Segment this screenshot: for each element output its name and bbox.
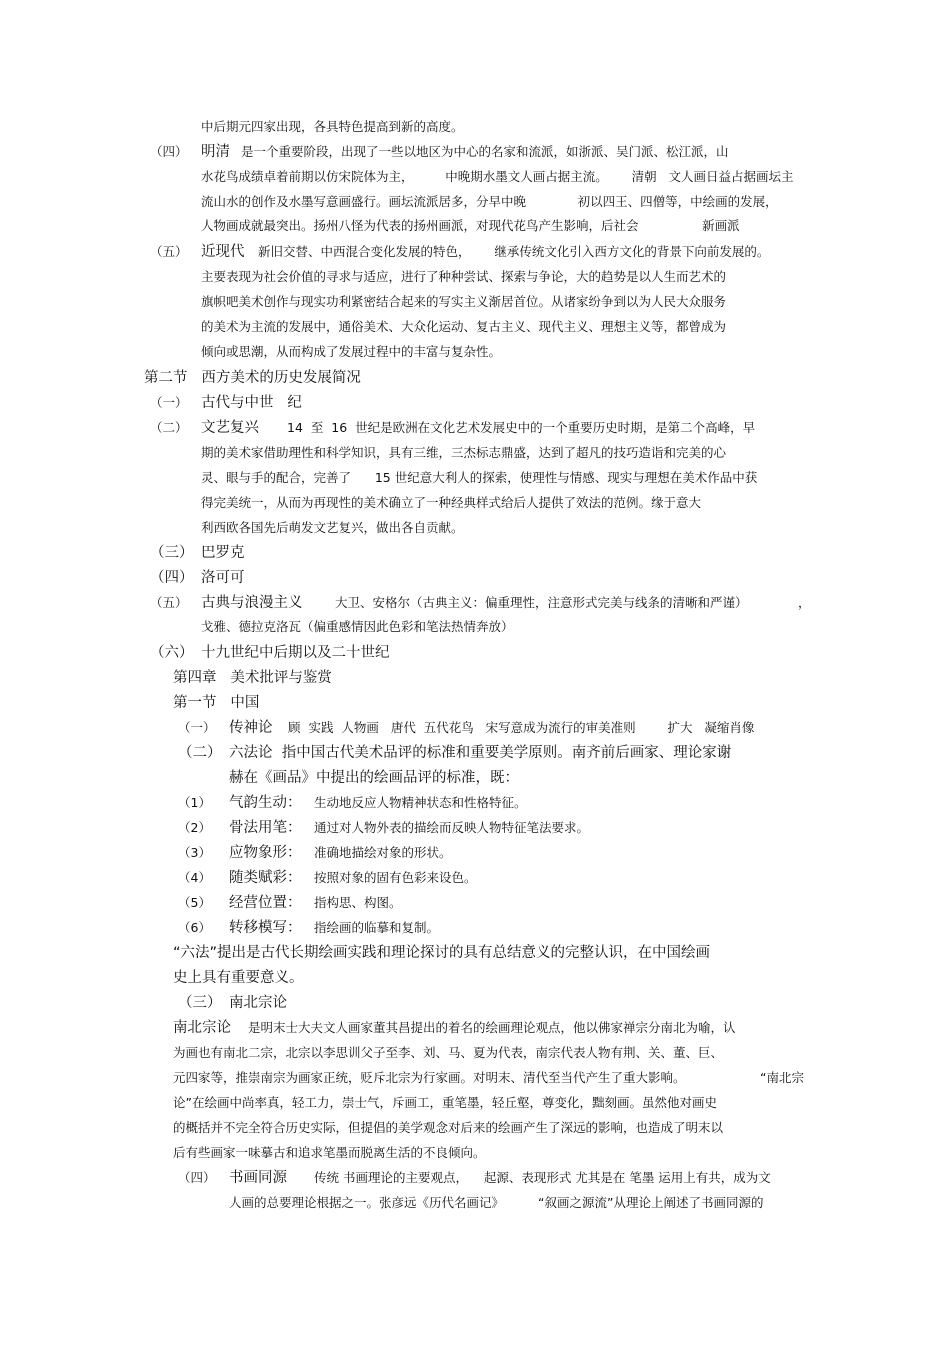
list-marker: （3） bbox=[178, 845, 211, 860]
text-line: 为画也有南北二宗，北宗以李思训父子至李、刘、马、夏为代表，南宗代表人物有荆、关、董、巨、 bbox=[173, 1045, 724, 1060]
list-marker: （4） bbox=[178, 870, 211, 885]
text-line: 利西欧各国先后萌发文艺复兴，做出各自贡献。 bbox=[201, 520, 464, 535]
text-line: 流山水的创作及水墨写意画盛行。画坛流派居多，分早中晚 初以四王、四僧等，中绘画的发展， bbox=[201, 194, 778, 209]
chapter-heading: 第四章 美术批评与鉴赏 bbox=[173, 670, 332, 686]
text-line: 旗帜吧美术创作与现实功利紧密结合起来的写实主义渐居首位。从诸家纷争到以为人民大众服务 bbox=[201, 294, 727, 309]
principle-name: 转移模写： bbox=[229, 920, 302, 936]
text-line: 大卫、安格尔（古典主义：偏重理性，注意形式完美与线条的清晰和严谨） bbox=[335, 595, 748, 610]
text-line: 戈雅、德拉克洛瓦（偏重感情因此色彩和笔法热情奔放） bbox=[201, 619, 514, 634]
list-marker: （四） bbox=[150, 570, 194, 586]
list-marker: （六） bbox=[150, 645, 194, 661]
text-line: 水花鸟成绩卓着前期以仿宋院体为主， 中晚期水墨文人画占据主流。 清朝 文人画日益占据画坛主 bbox=[201, 169, 794, 184]
item-heading: 书画同源 bbox=[229, 1170, 287, 1186]
principle-desc: 按照对象的固有色彩来设色。 bbox=[314, 870, 477, 885]
text-line: 后有些画家一味摹古和追求笔墨而脱离生活的不良倾向。 bbox=[173, 1145, 486, 1160]
text-line: 人物画成就最突出。扬州八怪为代表的扬州画派，对现代花鸟产生影响，后社会 新画派 bbox=[201, 218, 740, 233]
list-marker: （五） bbox=[150, 244, 188, 259]
text-line: “南北宗 bbox=[760, 1070, 804, 1085]
text-line: 主要表现为社会价值的寻求与适应，进行了种种尝试、探索与争论，大的趋势是以人生而艺术的 bbox=[201, 269, 727, 284]
period-heading: 近现代 bbox=[201, 244, 245, 260]
text-line: 传统 书画理论的主要观点， 起源、表现形式 尤其是在 笔墨 运用上有共，成为文 bbox=[314, 1170, 771, 1185]
period-heading: 明清 bbox=[201, 144, 230, 160]
list-marker: （1） bbox=[178, 795, 211, 810]
item-heading: 巴罗克 bbox=[201, 545, 245, 561]
list-marker: （二） bbox=[150, 420, 188, 435]
text-line: 的概括并不完全符合历史实际，但提倡的美学观念对后来的绘画产生了深远的影响，也造成了明末以 bbox=[173, 1120, 724, 1135]
list-marker: （四） bbox=[150, 144, 188, 159]
text-line: 赫在《画品》中提出的绘画品评的标准，既： bbox=[229, 770, 519, 786]
list-marker: （一） bbox=[178, 720, 216, 735]
text-line: 史上具有重要意义。 bbox=[173, 970, 304, 986]
list-marker: （二） bbox=[178, 745, 222, 761]
item-heading: 古代与中世 纪 bbox=[201, 395, 302, 411]
list-marker: （五） bbox=[150, 595, 188, 610]
principle-desc: 指绘画的临摹和复制。 bbox=[314, 920, 440, 935]
text-line: 的美术为主流的发展中，通俗美术、大众化运动、复古主义、现代主义、理想主义等，都曾成为 bbox=[201, 319, 727, 334]
list-marker: （2） bbox=[178, 820, 211, 835]
list-marker: （三） bbox=[150, 545, 194, 561]
item-heading: 南北宗论 bbox=[229, 995, 287, 1011]
text-line: 是明末士大夫文人画家董其昌提出的着名的绘画理论观点，他以佛家禅宗分南北为喻，认 bbox=[248, 1020, 736, 1035]
principle-name: 气韵生动： bbox=[229, 795, 302, 811]
principle-name: 应物象形： bbox=[229, 845, 302, 861]
text-line: “叙画之源流”从理论上阐述了书画同源的 bbox=[538, 1195, 764, 1210]
item-heading: 古典与浪漫主义 bbox=[201, 595, 303, 611]
text-line: 新旧交替、中西混合变化发展的特色， 继承传统文化引入西方文化的背景下向前发展的。 bbox=[258, 244, 770, 259]
principle-name: 经营位置： bbox=[229, 895, 302, 911]
principle-name: 骨法用笔： bbox=[229, 820, 302, 836]
text-line: 灵、眼与手的配合，完善了 15 世纪意大利人的探索，使理性与情感、现实与理想在美术作品中获 bbox=[201, 470, 758, 485]
text-line: 中后期元四家出现，各具特色提高到新的高度。 bbox=[201, 119, 464, 134]
section-heading: 第一节 中国 bbox=[173, 695, 260, 711]
text-line: ， bbox=[798, 595, 811, 610]
text-line: 期的美术家借助理性和科学知识，具有三维，三杰标志鼎盛，达到了超凡的技巧造诣和完美的心 bbox=[201, 445, 727, 460]
text-line: 得完美统一，从而为再现性的美术确立了一种经典样式给后人提供了效法的范例。缘于意大 bbox=[201, 495, 702, 510]
list-marker: （一） bbox=[150, 395, 188, 410]
text-line: 论”在绘画中尚率真，轻工力，崇士气，斥画工，重笔墨，轻丘壑，尊变化，黜刻画。虽然他对画史 bbox=[173, 1095, 717, 1110]
list-marker: （三） bbox=[178, 995, 222, 1011]
text-line: 14 至 16 世纪是欧洲在文化艺术发展史中的一个重要历史时期，是第二个高峰，早 bbox=[287, 420, 756, 435]
list-marker: （6） bbox=[178, 920, 211, 935]
list-marker: （四） bbox=[178, 1170, 216, 1185]
list-marker: （5） bbox=[178, 895, 211, 910]
principle-desc: 通过对人物外表的描绘而反映人物特征笔法要求。 bbox=[314, 820, 590, 835]
text-line: 人画的总要理论根据之一。张彦远《历代名画记》 bbox=[229, 1195, 505, 1210]
text-line: 元四家等，推崇南宗为画家正统，贬斥北宗为行家画。对明末、清代至当代产生了重大影响。 bbox=[173, 1070, 686, 1085]
principle-desc: 准确地描绘对象的形状。 bbox=[314, 845, 452, 860]
text-line: 六法论 指中国古代美术品评的标准和重要美学原则。南齐前后画家、理论家谢 bbox=[229, 745, 732, 761]
text-line: 倾向或思潮，从而构成了发展过程中的丰富与复杂性。 bbox=[201, 344, 502, 359]
item-heading: 洛可可 bbox=[201, 570, 245, 586]
item-heading: 十九世纪中后期以及二十世纪 bbox=[201, 645, 390, 661]
text-line: 是一个重要阶段，出现了一些以地区为中心的名家和流派，如浙派、吴门派、松江派，山 bbox=[241, 144, 729, 159]
item-heading: 传神论 bbox=[229, 720, 273, 736]
term-heading: 南北宗论 bbox=[173, 1020, 231, 1036]
principle-name: 随类赋彩： bbox=[229, 870, 302, 886]
item-heading: 文艺复兴 bbox=[201, 420, 259, 436]
principle-desc: 指构思、构图。 bbox=[314, 895, 402, 910]
text-line: 顾 实践 人物画 唐代 五代花鸟 宋写意成为流行的审美准则 扩大 凝缩肖像 bbox=[288, 720, 755, 735]
principle-desc: 生动地反应人物精神状态和性格特征。 bbox=[314, 795, 527, 810]
section-heading: 第二节 西方美术的历史发展简况 bbox=[144, 370, 361, 386]
text-line: “六法”提出是古代长期绘画实践和理论探讨的具有总结意义的完整认识，在中国绘画 bbox=[173, 945, 711, 961]
